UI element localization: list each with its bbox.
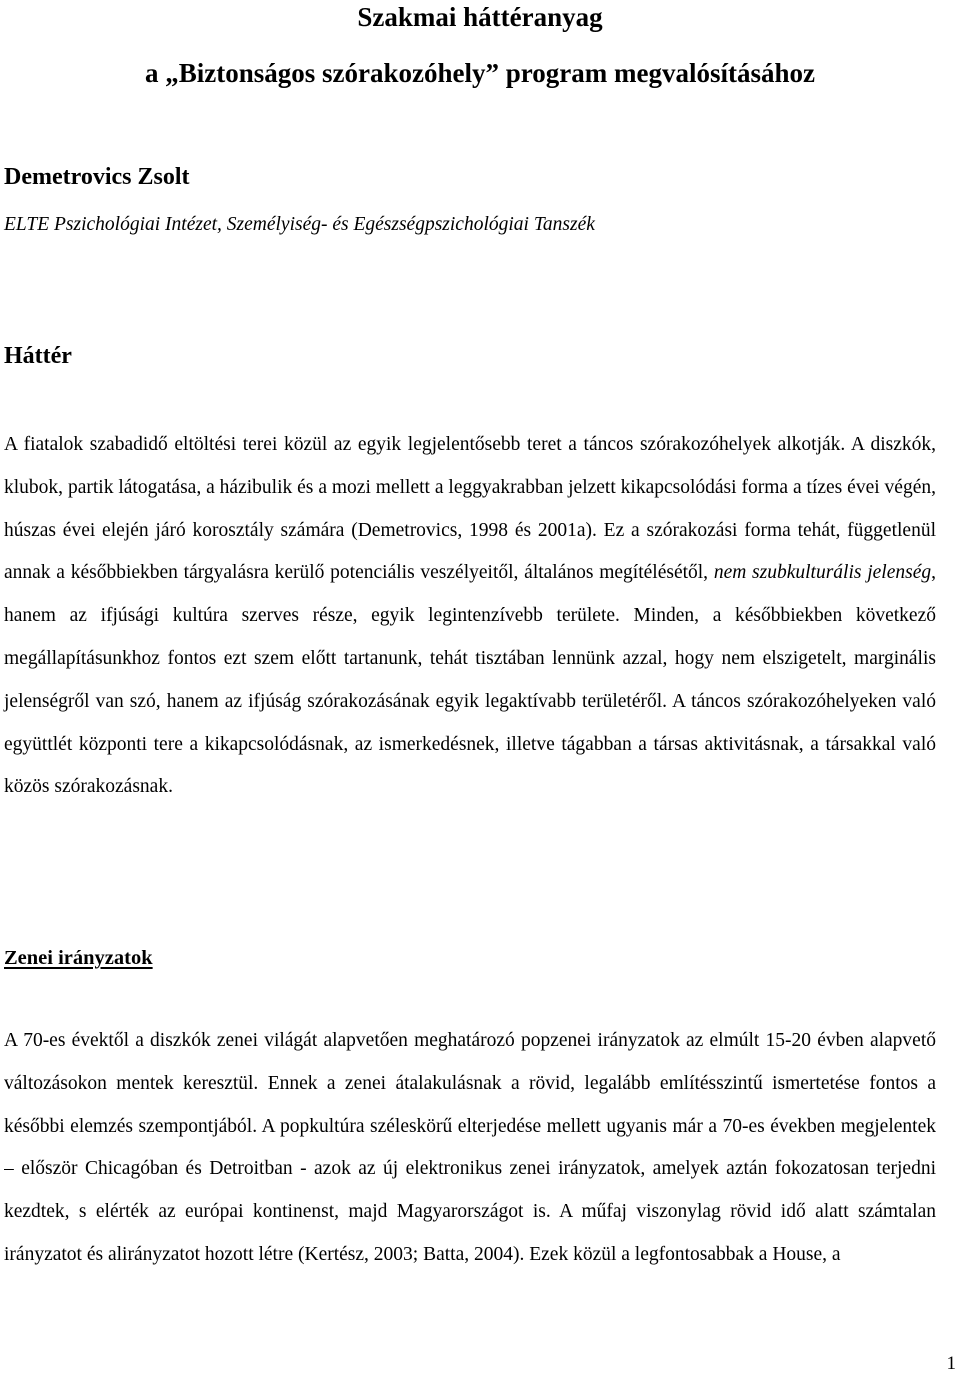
background-paragraph-emphasis: nem szubkulturális jelenség [713,562,932,584]
author-affiliation: ELTE Pszichológiai Intézet, Személyiség- és Egészségpszichológiai Tanszék [4,214,595,235]
author-name: Demetrovics Zsolt [4,164,190,190]
section-heading-music-trends: Zenei irányzatok [4,947,153,969]
background-paragraph [4,424,936,809]
background-paragraph-text-b: , hanem az ifjúsági kultúra szerves része, egyik legintenzívebb területe. Minden, a későbbiekben következő megállapításunkhoz fontos ezt szem előtt tartanunk, tehát tisztában lennünk azzal, hogy nem elszigetelt, marginális jelenségről van szó, hanem az ifjúság szórakozásának egyik legaktívabb területéről. A táncos szórakozóhelyeken való együttlét központi tere a kikapcsolódásnak, az ismerkedésnek, illetve tágabban a társas aktivitásnak, a társakkal való közös szórakozásnak. [4,562,936,798]
document-title-line-2: a „Biztonságos szórakozóhely” program megvalósításához [145,58,815,88]
section-heading-background: Háttér [4,343,72,369]
document-title-line-1: Szakmai háttéranyag [357,2,603,32]
music-trends-paragraph: A 70-es évektől a diszkók zenei világát alapvetően meghatározó popzenei irányzatok az elmúlt 15-20 évben alapvető változásokon mentek keresztül. Ennek a zenei átalakulásnak a rövid, legalább említésszintű ismertetése fontos a későbbi elemzés szempontjából. A popkultúra széleskörű elterjedése mellett ugyanis már a 70-es években megjelentek – először Chicagóban és Detroitban - azok az új elektronikus zenei irányzatok, amelyek aztán fokozatosan terjedni kezdtek, s elérték az európai kontinenst, majd Magyarországot is. A műfaj viszonylag rövid idő alatt számtalan irányzatot és alirányzatot hozott létre (Kertész, 2003; Batta, 2004). Ezek közül a legfontosabbak a House, a [4,1030,936,1265]
page-number: 1 [946,1353,956,1374]
background-paragraph-text-a: A fiatalok szabadidő eltöltési terei közül az egyik legjelentősebb teret a táncos szórakozóhelyek alkotják. A diszkók, klubok, partik látogatása, a házibulik és a mozi mellett a leggyakrabban jelzett kikapcsolódási forma a tízes évei végén, húszas évei elején járó korosztály számára (Demetrovics, 1998 és 2001a). Ez a szórakozási forma tehát, függetlenül annak a későbbiekben tárgyalásra kerülő potenciális veszélyeitől, általános megítélésétől, [4,434,936,584]
